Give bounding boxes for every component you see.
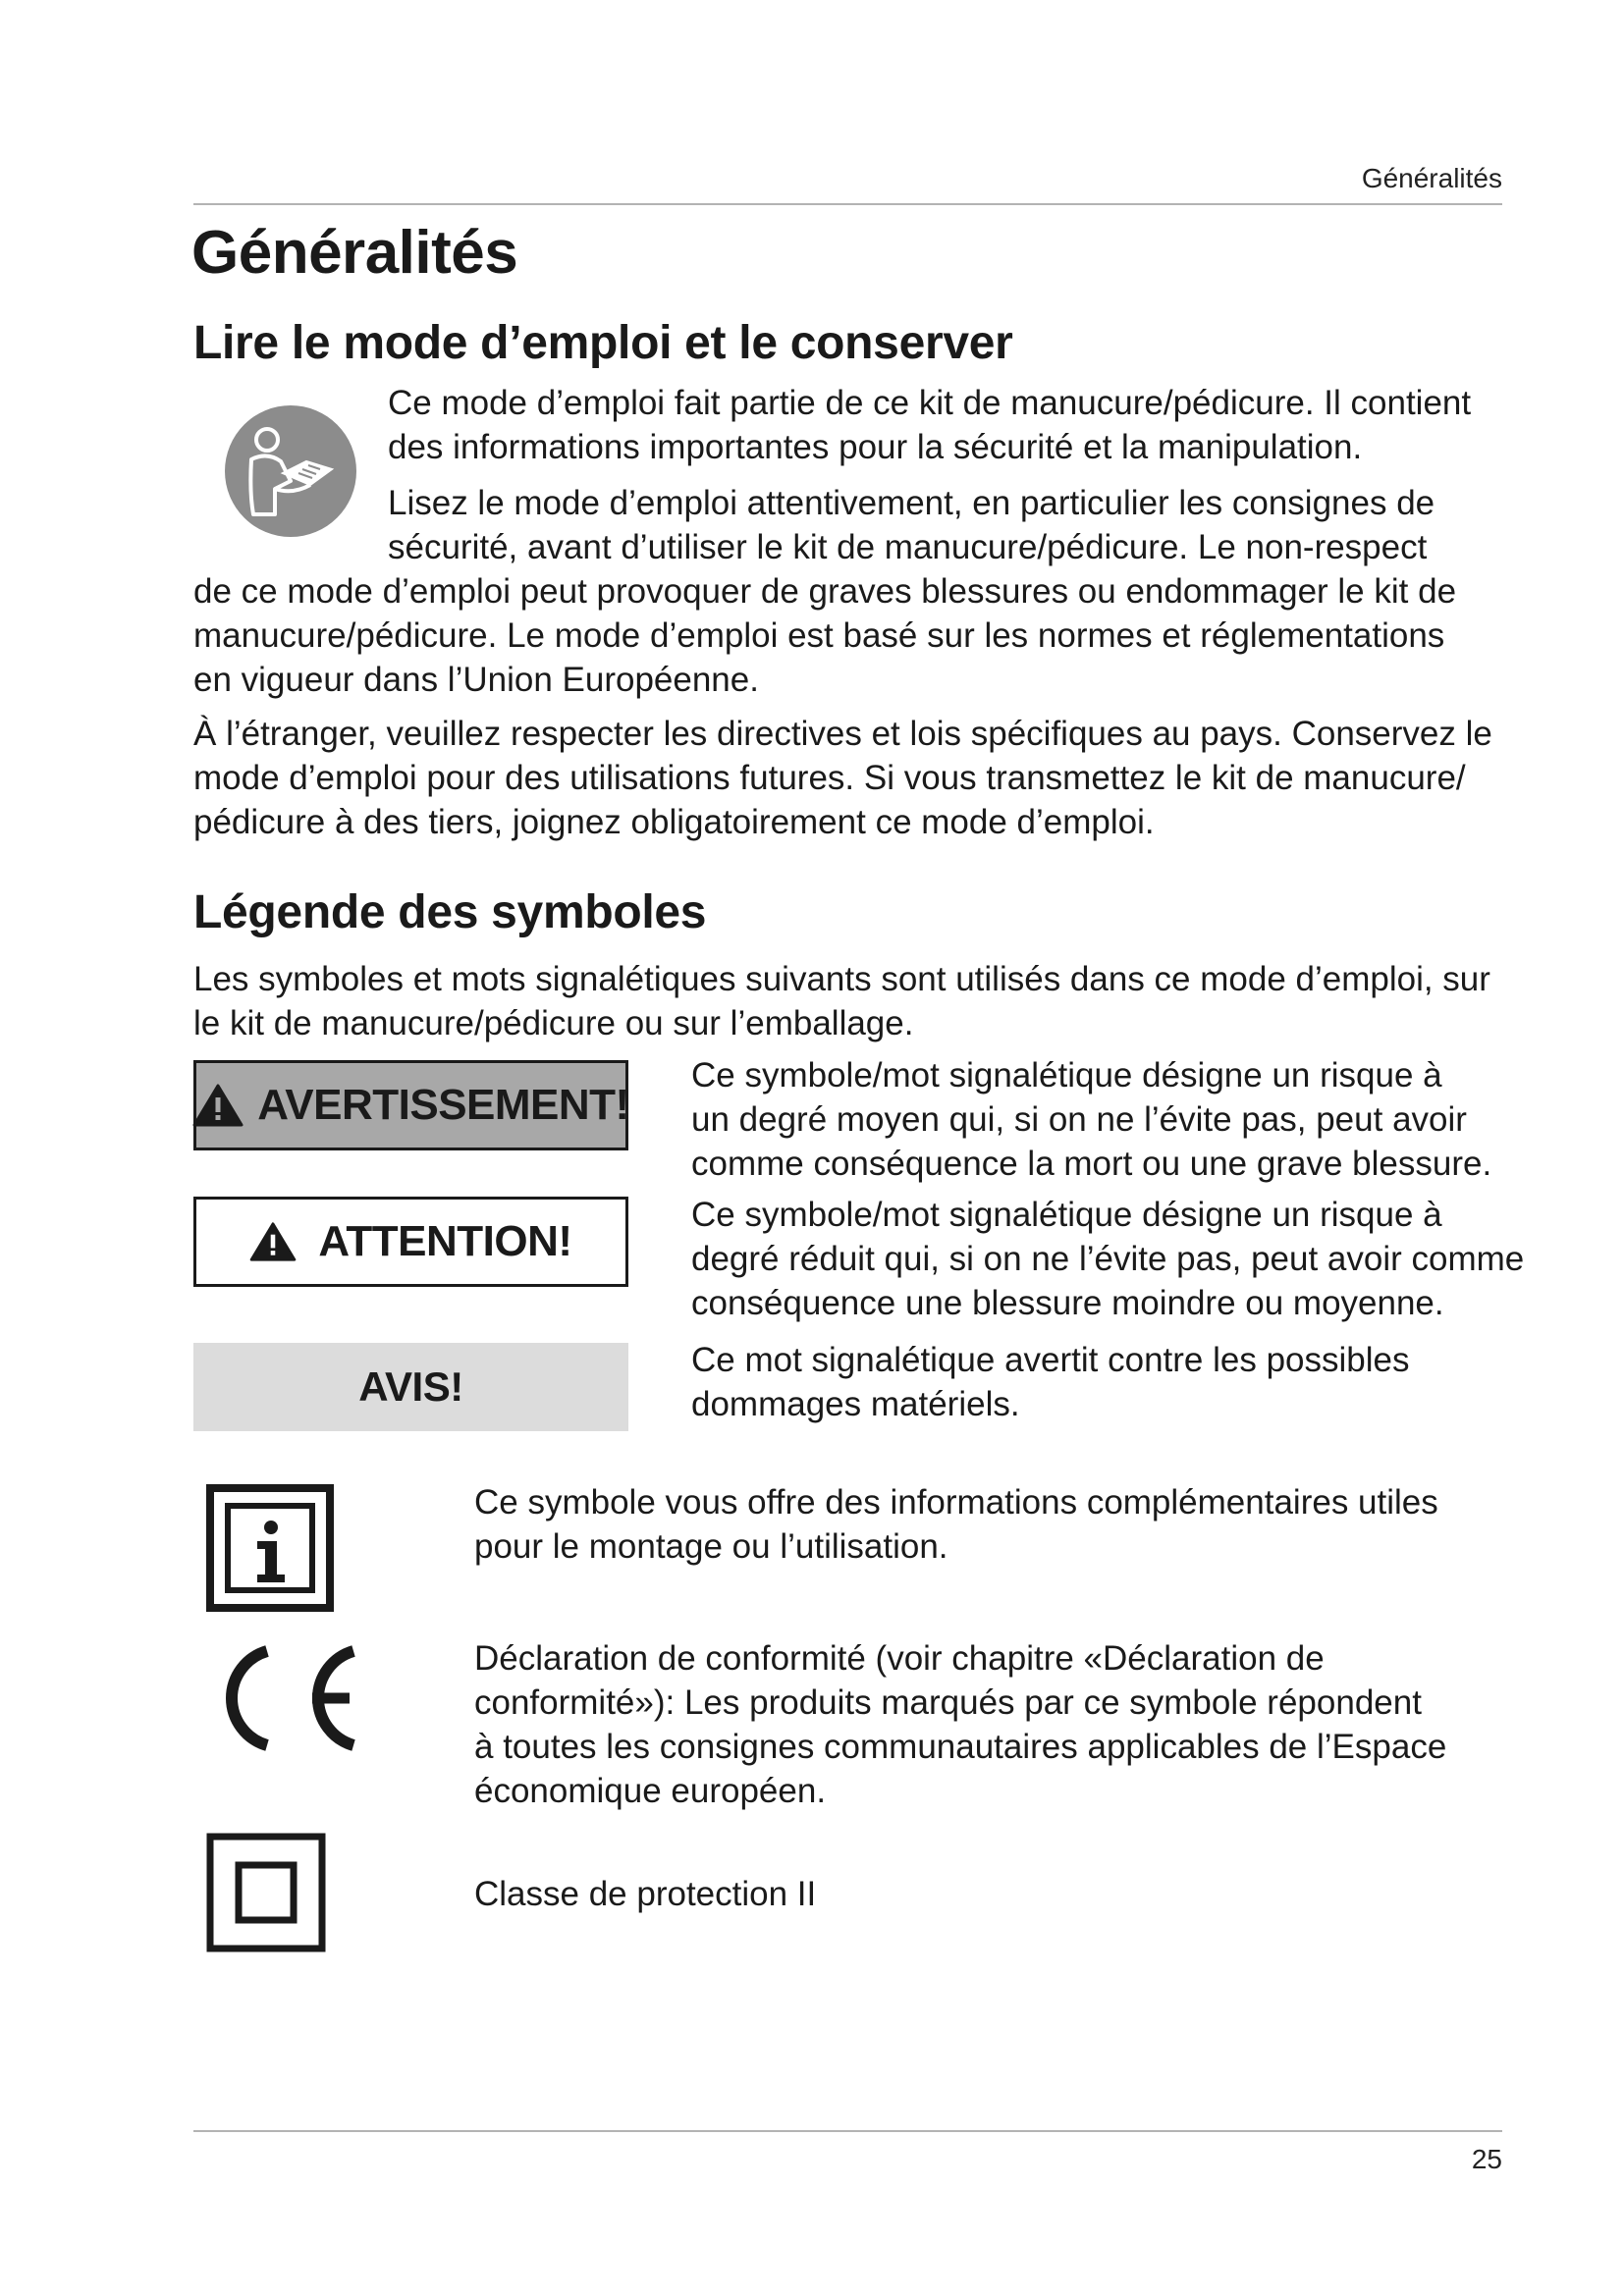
symbol-description-line: économique européen. bbox=[474, 1772, 827, 1810]
section-heading-read-manual: Lire le mode d’emploi et le conserver bbox=[193, 317, 1013, 369]
signal-label: AVERTISSEMENT! bbox=[257, 1081, 629, 1129]
running-header: Généralités bbox=[1361, 163, 1502, 193]
symbol-description-line: conformité»): Les produits marqués par ce symbole répondent bbox=[474, 1683, 1422, 1722]
paragraph-line: pédicure à des tiers, joignez obligatoirement ce mode d’emploi. bbox=[193, 803, 1155, 841]
signal-description-line: dommages matériels. bbox=[691, 1385, 1020, 1423]
header-divider bbox=[193, 203, 1502, 205]
paragraph-line: Ce mode d’emploi fait partie de ce kit de manucure/pédicure. Il contient bbox=[388, 384, 1472, 422]
paragraph-line: en vigueur dans l’Union Européenne. bbox=[193, 661, 759, 699]
protection-class-ii-icon bbox=[206, 1833, 326, 1952]
read-manual-icon bbox=[224, 404, 357, 538]
paragraph-line: mode d’emploi pour des utilisations futures. Si vous transmettez le kit de manucure/ bbox=[193, 759, 1466, 797]
signal-description-line: Ce mot signalétique avertit contre les possibles bbox=[691, 1341, 1410, 1379]
symbol-description-line: Ce symbole vous offre des informations complémentaires utiles bbox=[474, 1483, 1438, 1522]
signal-label: AVIS! bbox=[358, 1363, 463, 1410]
signal-word-caution bbox=[193, 1197, 628, 1287]
signal-label: ATTENTION! bbox=[318, 1217, 572, 1265]
ce-mark-icon bbox=[206, 1641, 363, 1755]
section-heading-symbols: Légende des symboles bbox=[193, 886, 707, 938]
paragraph-line: Les symboles et mots signalétiques suivants sont utilisés dans ce mode d’emploi, sur bbox=[193, 960, 1490, 998]
paragraph-line: manucure/pédicure. Le mode d’emploi est basé sur les normes et réglementations bbox=[193, 616, 1445, 655]
symbol-description-line: Classe de protection II bbox=[474, 1875, 817, 1913]
signal-word-notice bbox=[193, 1343, 628, 1431]
symbol-description-line: Déclaration de conformité (voir chapitre «Déclaration de bbox=[474, 1639, 1325, 1678]
page-number: 25 bbox=[1471, 2144, 1502, 2174]
page-title: Généralités bbox=[191, 219, 518, 287]
footer-divider bbox=[193, 2130, 1502, 2132]
warning-triangle-icon bbox=[192, 1083, 244, 1128]
paragraph-line: sécurité, avant d’utiliser le kit de manucure/pédicure. Le non-respect bbox=[388, 528, 1428, 566]
paragraph-line: À l’étranger, veuillez respecter les directives et lois spécifiques au pays. Conservez le bbox=[193, 715, 1492, 753]
signal-description-line: un degré moyen qui, si on ne l’évite pas, peut avoir bbox=[691, 1100, 1467, 1139]
signal-description-line: comme conséquence la mort ou une grave blessure. bbox=[691, 1145, 1492, 1183]
paragraph-line: Lisez le mode d’emploi attentivement, en particulier les consignes de bbox=[388, 484, 1435, 522]
signal-description-line: conséquence une blessure moindre ou moyenne. bbox=[691, 1284, 1444, 1322]
paragraph-line: des informations importantes pour la sécurité et la manipulation. bbox=[388, 428, 1363, 466]
info-icon bbox=[206, 1484, 334, 1612]
signal-description-line: Ce symbole/mot signalétique désigne un risque à bbox=[691, 1056, 1442, 1095]
paragraph-line: de ce mode d’emploi peut provoquer de graves blessures ou endommager le kit de bbox=[193, 572, 1457, 611]
paragraph-line: le kit de manucure/pédicure ou sur l’emballage. bbox=[193, 1004, 914, 1042]
symbol-description-line: pour le montage ou l’utilisation. bbox=[474, 1527, 948, 1566]
signal-description-line: Ce symbole/mot signalétique désigne un risque à bbox=[691, 1196, 1442, 1234]
signal-description-line: degré réduit qui, si on ne l’évite pas, peut avoir comme bbox=[691, 1240, 1525, 1278]
symbol-description-line: à toutes les consignes communautaires applicables de l’Espace bbox=[474, 1728, 1447, 1766]
signal-word-warning bbox=[193, 1060, 628, 1150]
warning-triangle-icon bbox=[249, 1221, 297, 1262]
